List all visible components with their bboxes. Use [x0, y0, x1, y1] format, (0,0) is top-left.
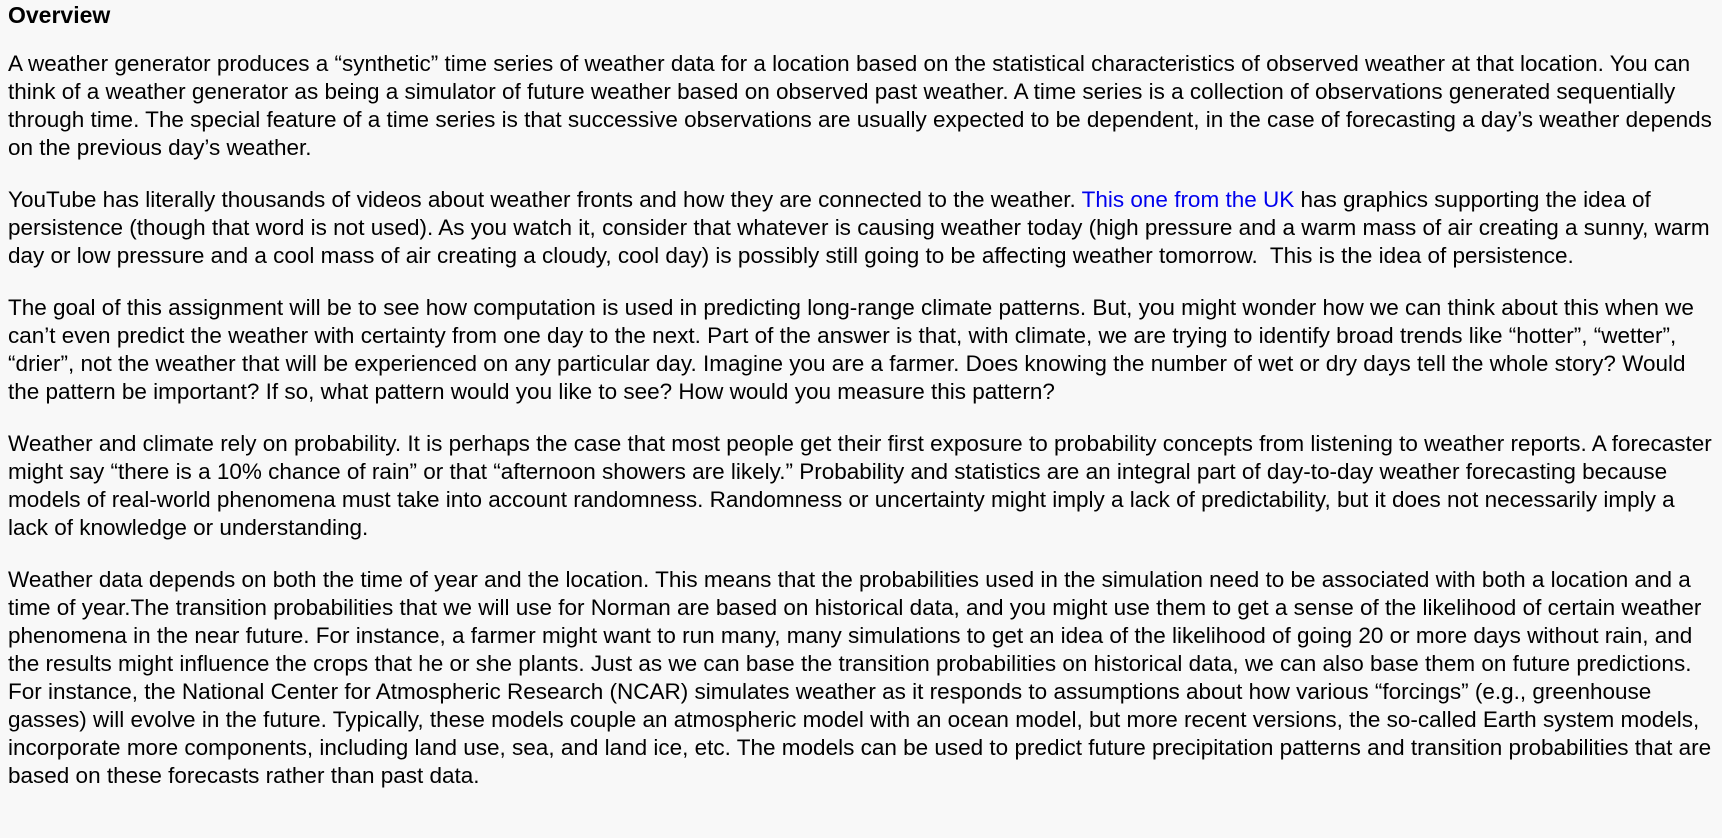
- paragraph-youtube: [8, 186, 1714, 270]
- paragraph-probability: Weather and climate rely on probability. It is perhaps the case that most people get their first exposure to probability concepts from listening to weather reports. A forecaster might say “there is a 10% chance of rain” or that “afternoon showers are likely.” Probability and statistics are an integral part of day-to-day weather forecasting because models of real-world phenomena must take into account randomness. Randomness or uncertainty might imply a lack of predictability, but it does not necessarily imply a lack of knowledge or understanding.: [8, 431, 1712, 540]
- paragraph-assignment-goal: The goal of this assignment will be to see how computation is used in predicting long-range climate patterns. But, you might wonder how we can think about this when we can’t even predict the weather with certainty from one day to the next. Part of the answer is that, with climate, we are trying to identify broad trends like “hotter”, “wetter”, “drier”, not the weather that will be experienced on any particular day. Imagine you are a farmer. Does knowing the number of wet or dry days tell the whole story? Would the pattern be important? If so, what pattern would you like to see? How would you measure this pattern?: [8, 295, 1694, 404]
- paragraph-youtube-text-before: YouTube has literally thousands of videos about weather fronts and how they are connected to the weather.: [8, 187, 1082, 212]
- paragraph-weather-data: Weather data depends on both the time of year and the location. This means that the probabilities used in the simulation need to be associated with both a location and a time of year.The transition probabilities that we will use for Norman are based on historical data, and you might use them to get a sense of the likelihood of certain weather phenomena in the near future. For instance, a farmer might want to run many, many simulations to get an idea of the likelihood of going 20 or more days without rain, and the results might influence the crops that he or she plants. Just as we can base the transition probabilities on historical data, we can also base them on future predictions. For instance, the National Center for Atmospheric Research (NCAR) simulates weather as it responds to assumptions about how various “forcings” (e.g., greenhouse gasses) will evolve in the future. Typically, these models couple an atmospheric model with an ocean model, but more recent versions, the so-called Earth system models, incorporate more components, including land use, sea, and land ice, etc. The models can be used to predict future precipitation patterns and transition probabilities that are based on these forecasts rather than past data.: [8, 567, 1712, 788]
- uk-video-link[interactable]: This one from the UK: [1081, 187, 1295, 212]
- page-title: Overview: [8, 2, 111, 28]
- paragraph-weather-generator: A weather generator produces a “synthetic” time series of weather data for a location based on the statistical characteristics of observed weather at that location. You can think of a weather generator as being a simulator of future weather based on observed past weather. A time series is a collection of observations generated sequentially through time. The special feature of a time series is that successive observations are usually expected to be dependent, in the case of forecasting a day’s weather depends on the previous day’s weather.: [8, 51, 1712, 160]
- paragraph-youtube-text-after: has graphics supporting the idea of persistence (though that word is not used). As you watch it, consider that whatever is causing weather today (high pressure and a warm mass of air creating a sunny, warm day or low pressure and a cool mass of air creating a cloudy, cool day) is possibly still going to be affecting weather tomorrow. This is the idea of persistence.: [8, 187, 1710, 268]
